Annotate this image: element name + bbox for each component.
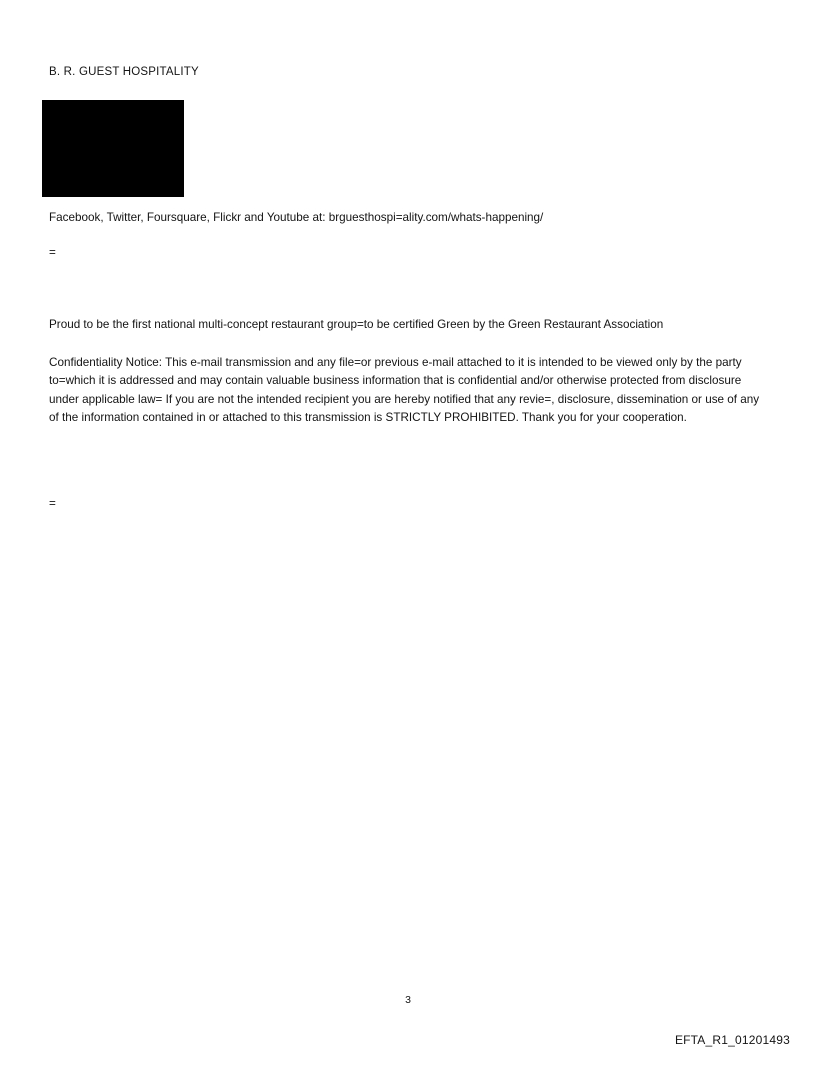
social-media-line: Facebook, Twitter, Foursquare, Flickr and Youtube at: brguesthospi=ality.com/whats-happening/ (49, 211, 544, 224)
separator-two: = (49, 497, 56, 510)
page-number: 3 (405, 994, 411, 1006)
separator-one: = (49, 246, 56, 259)
bates-number: EFTA_R1_01201493 (674, 1033, 790, 1047)
redacted-image-block (42, 100, 184, 197)
page-title: B. R. GUEST HOSPITALITY (49, 66, 199, 78)
green-certification-line: Proud to be the first national multi-concept restaurant group=to be certified Green by the Green Restaurant Association (49, 318, 664, 331)
confidentiality-notice: Confidentiality Notice: This e-mail transmission and any file=or previous e-mail attached to it is intended to be viewed only by the party to=which it is addressed and may contain valuable business information that is confidential and/or otherwise protected from disclosure under applicable law= If you are not the intended recipient you are hereby notified that any revie=, disclosure, dissemination or use of any of the information contained in or attached to this transmission is STRICTLY PROHIBITED. Thank you for your cooperation. (49, 356, 760, 424)
